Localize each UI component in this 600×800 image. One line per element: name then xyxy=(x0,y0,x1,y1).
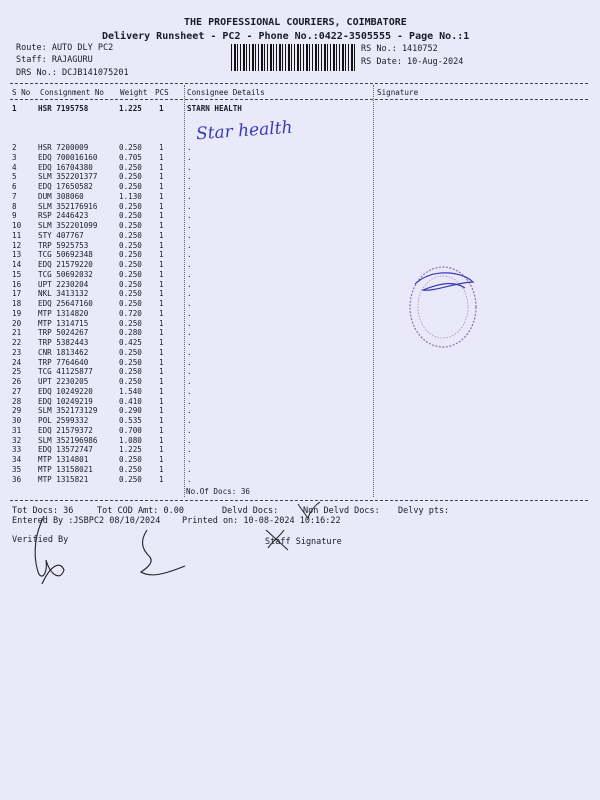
row-weight: 0.290 xyxy=(119,406,142,416)
row-pcs: 1 xyxy=(159,182,164,191)
row-consignee-details: . xyxy=(187,464,192,474)
row-sno: 9 xyxy=(12,211,17,221)
non-delivered-docs: Non Delvd Docs: xyxy=(303,506,380,516)
row-consignee-details: . xyxy=(187,201,192,211)
row-consignee-details: . xyxy=(187,367,192,377)
row-weight: 0.250 xyxy=(119,230,142,240)
row-consignee-details: . xyxy=(187,406,192,416)
route-label: Route: AUTO DLY PC2 xyxy=(16,43,114,53)
row-consignment: TRP 5024267 xyxy=(38,328,89,338)
staff-signature-label: Staff Signature xyxy=(265,537,342,547)
row-consignment: TCG 50692032 xyxy=(38,269,93,279)
row-pcs: 1 xyxy=(159,230,164,240)
row-sno: 13 xyxy=(12,250,22,260)
row-weight: 0.250 xyxy=(119,299,142,308)
row-sno: 33 xyxy=(12,445,22,455)
rs-number: RS No.: 1410752 xyxy=(361,44,438,54)
row-consignment: TRP 7764640 xyxy=(38,357,89,367)
row-consignee-details: . xyxy=(187,357,192,367)
row-weight: 0.250 xyxy=(119,211,142,221)
row-consignment: SLM 352201377 xyxy=(38,172,98,182)
row-consignment: SLM 352176916 xyxy=(38,201,98,211)
row-sno: 8 xyxy=(12,201,17,211)
row-pcs: 1 xyxy=(159,308,164,318)
column-divider-signature xyxy=(373,85,374,497)
row-consignee-details: . xyxy=(187,289,192,299)
row-pcs: 1 xyxy=(159,425,164,435)
row-pcs: 1 xyxy=(159,396,164,406)
row-sno: 24 xyxy=(12,357,22,367)
row-sno: 15 xyxy=(12,269,22,279)
staff-label: Staff: RAJAGURU xyxy=(16,55,93,65)
row-sno: 29 xyxy=(12,406,22,416)
row-consignment: EDQ 25647160 xyxy=(38,299,93,308)
row-sno: 12 xyxy=(12,240,22,250)
row-consignee-details: . xyxy=(187,240,192,250)
row-consignment: NKL 3413132 xyxy=(38,289,89,299)
row-sno: 3 xyxy=(12,152,17,162)
row-weight: 1.080 xyxy=(119,435,142,445)
row-consignment: DUM 308060 xyxy=(38,191,84,201)
row-weight: 0.250 xyxy=(119,250,142,260)
row-weight: 0.410 xyxy=(119,396,142,406)
row-pcs: 1 xyxy=(159,445,164,455)
row-weight: 0.250 xyxy=(119,269,142,279)
row-sno: 34 xyxy=(12,455,22,464)
row-weight: 0.250 xyxy=(119,377,142,386)
row-pcs: 1 xyxy=(159,260,164,269)
row-weight: 0.250 xyxy=(119,279,142,289)
row-consignment: MTP 13158021 xyxy=(38,464,93,474)
delivery-stamp xyxy=(403,262,483,352)
barcode xyxy=(231,44,355,71)
drs-number: DRS No.: DCJB141075201 xyxy=(16,68,129,78)
row-consignee-details: . xyxy=(187,416,192,425)
row-consignee-details: . xyxy=(187,328,192,338)
row-sno: 26 xyxy=(12,377,22,386)
row-consignee-details: . xyxy=(187,338,192,347)
row-consignment: STY 407767 xyxy=(38,230,84,240)
row-consignee-details: . xyxy=(187,435,192,445)
row-consignment: MTP 1314715 xyxy=(38,318,89,328)
row-consignment: HSR 7195758 xyxy=(38,104,89,113)
row-pcs: 1 xyxy=(159,377,164,386)
row-consignment: TRP 5382443 xyxy=(38,338,89,347)
column-divider-details xyxy=(184,85,185,497)
non-delivered-tick xyxy=(296,500,322,522)
row-pcs: 1 xyxy=(159,240,164,250)
row-consignment: HSR 7200009 xyxy=(38,143,89,152)
row-sno: 25 xyxy=(12,367,22,377)
row-pcs: 1 xyxy=(159,435,164,445)
row-weight: 0.280 xyxy=(119,328,142,338)
row-consignee-details: . xyxy=(187,182,192,191)
row-pcs: 1 xyxy=(159,386,164,396)
row-consignment: MTP 1315821 xyxy=(38,474,89,484)
row-consignment: TCG 50692348 xyxy=(38,250,93,260)
row-consignment: TCG 41125877 xyxy=(38,367,93,377)
col-pcs: PCS xyxy=(155,88,169,97)
row-consignee-details: . xyxy=(187,143,192,152)
row-consignee-details: . xyxy=(187,250,192,260)
row-sno: 20 xyxy=(12,318,22,328)
row-consignee-details: . xyxy=(187,279,192,289)
row-consignment: EDQ 13572747 xyxy=(38,445,93,455)
row-weight: 1.130 xyxy=(119,191,142,201)
staff-signature-scribble xyxy=(262,528,302,552)
row-consignee-details: . xyxy=(187,162,192,172)
col-consignment: Consignment No xyxy=(40,88,105,97)
row-pcs: 1 xyxy=(159,289,164,299)
row-weight: 1.225 xyxy=(119,445,142,455)
total-cod-amount: Tot COD Amt: 0.00 xyxy=(97,506,184,516)
row-weight: 0.250 xyxy=(119,260,142,269)
row-weight: 0.250 xyxy=(119,318,142,328)
row-pcs: 1 xyxy=(159,357,164,367)
row-sno: 32 xyxy=(12,435,22,445)
delivered-docs: Delvd Docs: xyxy=(222,506,279,516)
header-divider-top xyxy=(10,83,588,84)
row-sno: 28 xyxy=(12,396,22,406)
row-weight: 0.250 xyxy=(119,474,142,484)
row-consignee-details: . xyxy=(187,347,192,357)
col-signature: Signature xyxy=(377,88,419,97)
row-consignee-details: . xyxy=(187,445,192,455)
row-sno: 21 xyxy=(12,328,22,338)
row-pcs: 1 xyxy=(159,464,164,474)
row-sno: 31 xyxy=(12,425,22,435)
row-weight: 0.250 xyxy=(119,172,142,182)
row-weight: 1.540 xyxy=(119,386,142,396)
row-consignee-details: STARN HEALTH xyxy=(187,104,242,113)
row-pcs: 1 xyxy=(159,152,164,162)
entered-by: Entered By :JSBPC2 08/10/2024 xyxy=(12,516,161,526)
row-consignment: EDQ 10249220 xyxy=(38,386,93,396)
row-sno: 1 xyxy=(12,104,17,113)
row-weight: 0.250 xyxy=(119,289,142,299)
row-pcs: 1 xyxy=(159,250,164,260)
row-pcs: 1 xyxy=(159,172,164,182)
row-weight: 0.425 xyxy=(119,338,142,347)
row-consignment: EDQ 21579372 xyxy=(38,425,93,435)
row-pcs: 1 xyxy=(159,318,164,328)
row-sno: 27 xyxy=(12,386,22,396)
row-consignee-details: . xyxy=(187,377,192,386)
verified-by-label: Verified By xyxy=(12,535,69,545)
row-pcs: 1 xyxy=(159,406,164,416)
row-weight: 0.250 xyxy=(119,143,142,152)
row-consignee-details: . xyxy=(187,318,192,328)
row-pcs: 1 xyxy=(159,162,164,172)
row-pcs: 1 xyxy=(159,191,164,201)
row-sno: 18 xyxy=(12,299,22,308)
row-weight: 0.250 xyxy=(119,455,142,464)
row-pcs: 1 xyxy=(159,269,164,279)
row-consignment: RSP 2446423 xyxy=(38,211,89,221)
total-docs: Tot Docs: 36 xyxy=(12,506,74,516)
row-weight: 0.250 xyxy=(119,347,142,357)
row-consignee-details: . xyxy=(187,191,192,201)
header-divider-bottom xyxy=(10,99,588,100)
company-title: THE PROFESSIONAL COURIERS, COIMBATORE xyxy=(184,17,407,28)
row-sno: 10 xyxy=(12,221,22,230)
row-weight: 0.250 xyxy=(119,162,142,172)
row-sno: 16 xyxy=(12,279,22,289)
row-consignment: EDQ 16704380 xyxy=(38,162,93,172)
row-pcs: 1 xyxy=(159,201,164,211)
row-consignment: CNR 1813462 xyxy=(38,347,89,357)
row-pcs: 1 xyxy=(159,367,164,377)
row-pcs: 1 xyxy=(159,328,164,338)
row-sno: 11 xyxy=(12,230,22,240)
row-sno: 6 xyxy=(12,182,17,191)
row-consignee-details: . xyxy=(187,396,192,406)
rs-date: RS Date: 10-Aug-2024 xyxy=(361,57,464,67)
row-weight: 0.535 xyxy=(119,416,142,425)
col-weight: Weight xyxy=(120,88,148,97)
row-weight: 0.250 xyxy=(119,367,142,377)
row-consignee-details: . xyxy=(187,221,192,230)
handwritten-note: Star health xyxy=(195,117,294,145)
row-consignment: SLM 352201099 xyxy=(38,221,98,230)
row-consignment: MTP 1314801 xyxy=(38,455,89,464)
col-consignee-details: Consignee Details xyxy=(187,88,265,97)
row-consignment: TRP 5925753 xyxy=(38,240,89,250)
row-sno: 19 xyxy=(12,308,22,318)
row-consignee-details: . xyxy=(187,211,192,221)
row-consignee-details: . xyxy=(187,260,192,269)
row-sno: 36 xyxy=(12,474,22,484)
row-pcs: 1 xyxy=(159,347,164,357)
row-consignee-details: . xyxy=(187,308,192,318)
row-weight: 0.250 xyxy=(119,201,142,211)
runsheet-subtitle: Delivery Runsheet - PC2 - Phone No.:0422-3505555 - Page No.:1 xyxy=(102,31,470,42)
row-pcs: 1 xyxy=(159,416,164,425)
row-consignment: EDQ 700016160 xyxy=(38,152,98,162)
row-consignee-details: . xyxy=(187,455,192,464)
row-consignee-details: . xyxy=(187,230,192,240)
row-consignee-details: . xyxy=(187,269,192,279)
row-sno: 5 xyxy=(12,172,17,182)
row-consignment: SLM 352173129 xyxy=(38,406,98,416)
row-consignee-details: . xyxy=(187,152,192,162)
row-consignment: UPT 2230204 xyxy=(38,279,89,289)
no-of-docs: No.Of Docs: 36 xyxy=(186,487,251,496)
col-sno: S No xyxy=(12,88,31,97)
row-pcs: 1 xyxy=(159,338,164,347)
row-sno: 14 xyxy=(12,260,22,269)
row-consignment: EDQ 17650582 xyxy=(38,182,93,191)
row-consignee-details: . xyxy=(187,172,192,182)
row-sno: 7 xyxy=(12,191,17,201)
row-sno: 22 xyxy=(12,338,22,347)
row-weight: 0.250 xyxy=(119,357,142,367)
row-consignee-details: . xyxy=(187,425,192,435)
row-sno: 17 xyxy=(12,289,22,299)
row-sno: 4 xyxy=(12,162,17,172)
verifier-signature xyxy=(30,512,80,592)
row-consignment: MTP 1314820 xyxy=(38,308,89,318)
courier-signature xyxy=(135,528,195,588)
row-pcs: 1 xyxy=(159,221,164,230)
row-sno: 23 xyxy=(12,347,22,357)
row-weight: 1.225 xyxy=(119,104,142,113)
row-sno: 30 xyxy=(12,416,22,425)
row-pcs: 1 xyxy=(159,211,164,221)
row-sno: 2 xyxy=(12,143,17,152)
row-weight: 0.705 xyxy=(119,152,142,162)
row-weight: 0.700 xyxy=(119,425,142,435)
row-weight: 0.720 xyxy=(119,308,142,318)
row-consignment: EDQ 10249219 xyxy=(38,396,93,406)
row-consignee-details: . xyxy=(187,386,192,396)
row-consignee-details: . xyxy=(187,299,192,308)
row-pcs: 1 xyxy=(159,455,164,464)
row-consignment: UPT 2230205 xyxy=(38,377,89,386)
row-consignment: EDQ 21579220 xyxy=(38,260,93,269)
row-pcs: 1 xyxy=(159,299,164,308)
row-weight: 0.250 xyxy=(119,182,142,191)
row-pcs: 1 xyxy=(159,279,164,289)
row-consignee-details: . xyxy=(187,474,192,484)
row-pcs: 1 xyxy=(159,474,164,484)
row-weight: 0.250 xyxy=(119,240,142,250)
row-consignment: SLM 352196986 xyxy=(38,435,98,445)
delivery-points: Delvy pts: xyxy=(398,506,450,516)
row-weight: 0.250 xyxy=(119,221,142,230)
row-consignment: POL 2599332 xyxy=(38,416,89,425)
row-sno: 35 xyxy=(12,464,22,474)
row-weight: 0.250 xyxy=(119,464,142,474)
row-pcs: 1 xyxy=(159,143,164,152)
printed-on: Printed on: 10-08-2024 10:16:22 xyxy=(182,516,341,526)
row-pcs: 1 xyxy=(159,104,164,113)
